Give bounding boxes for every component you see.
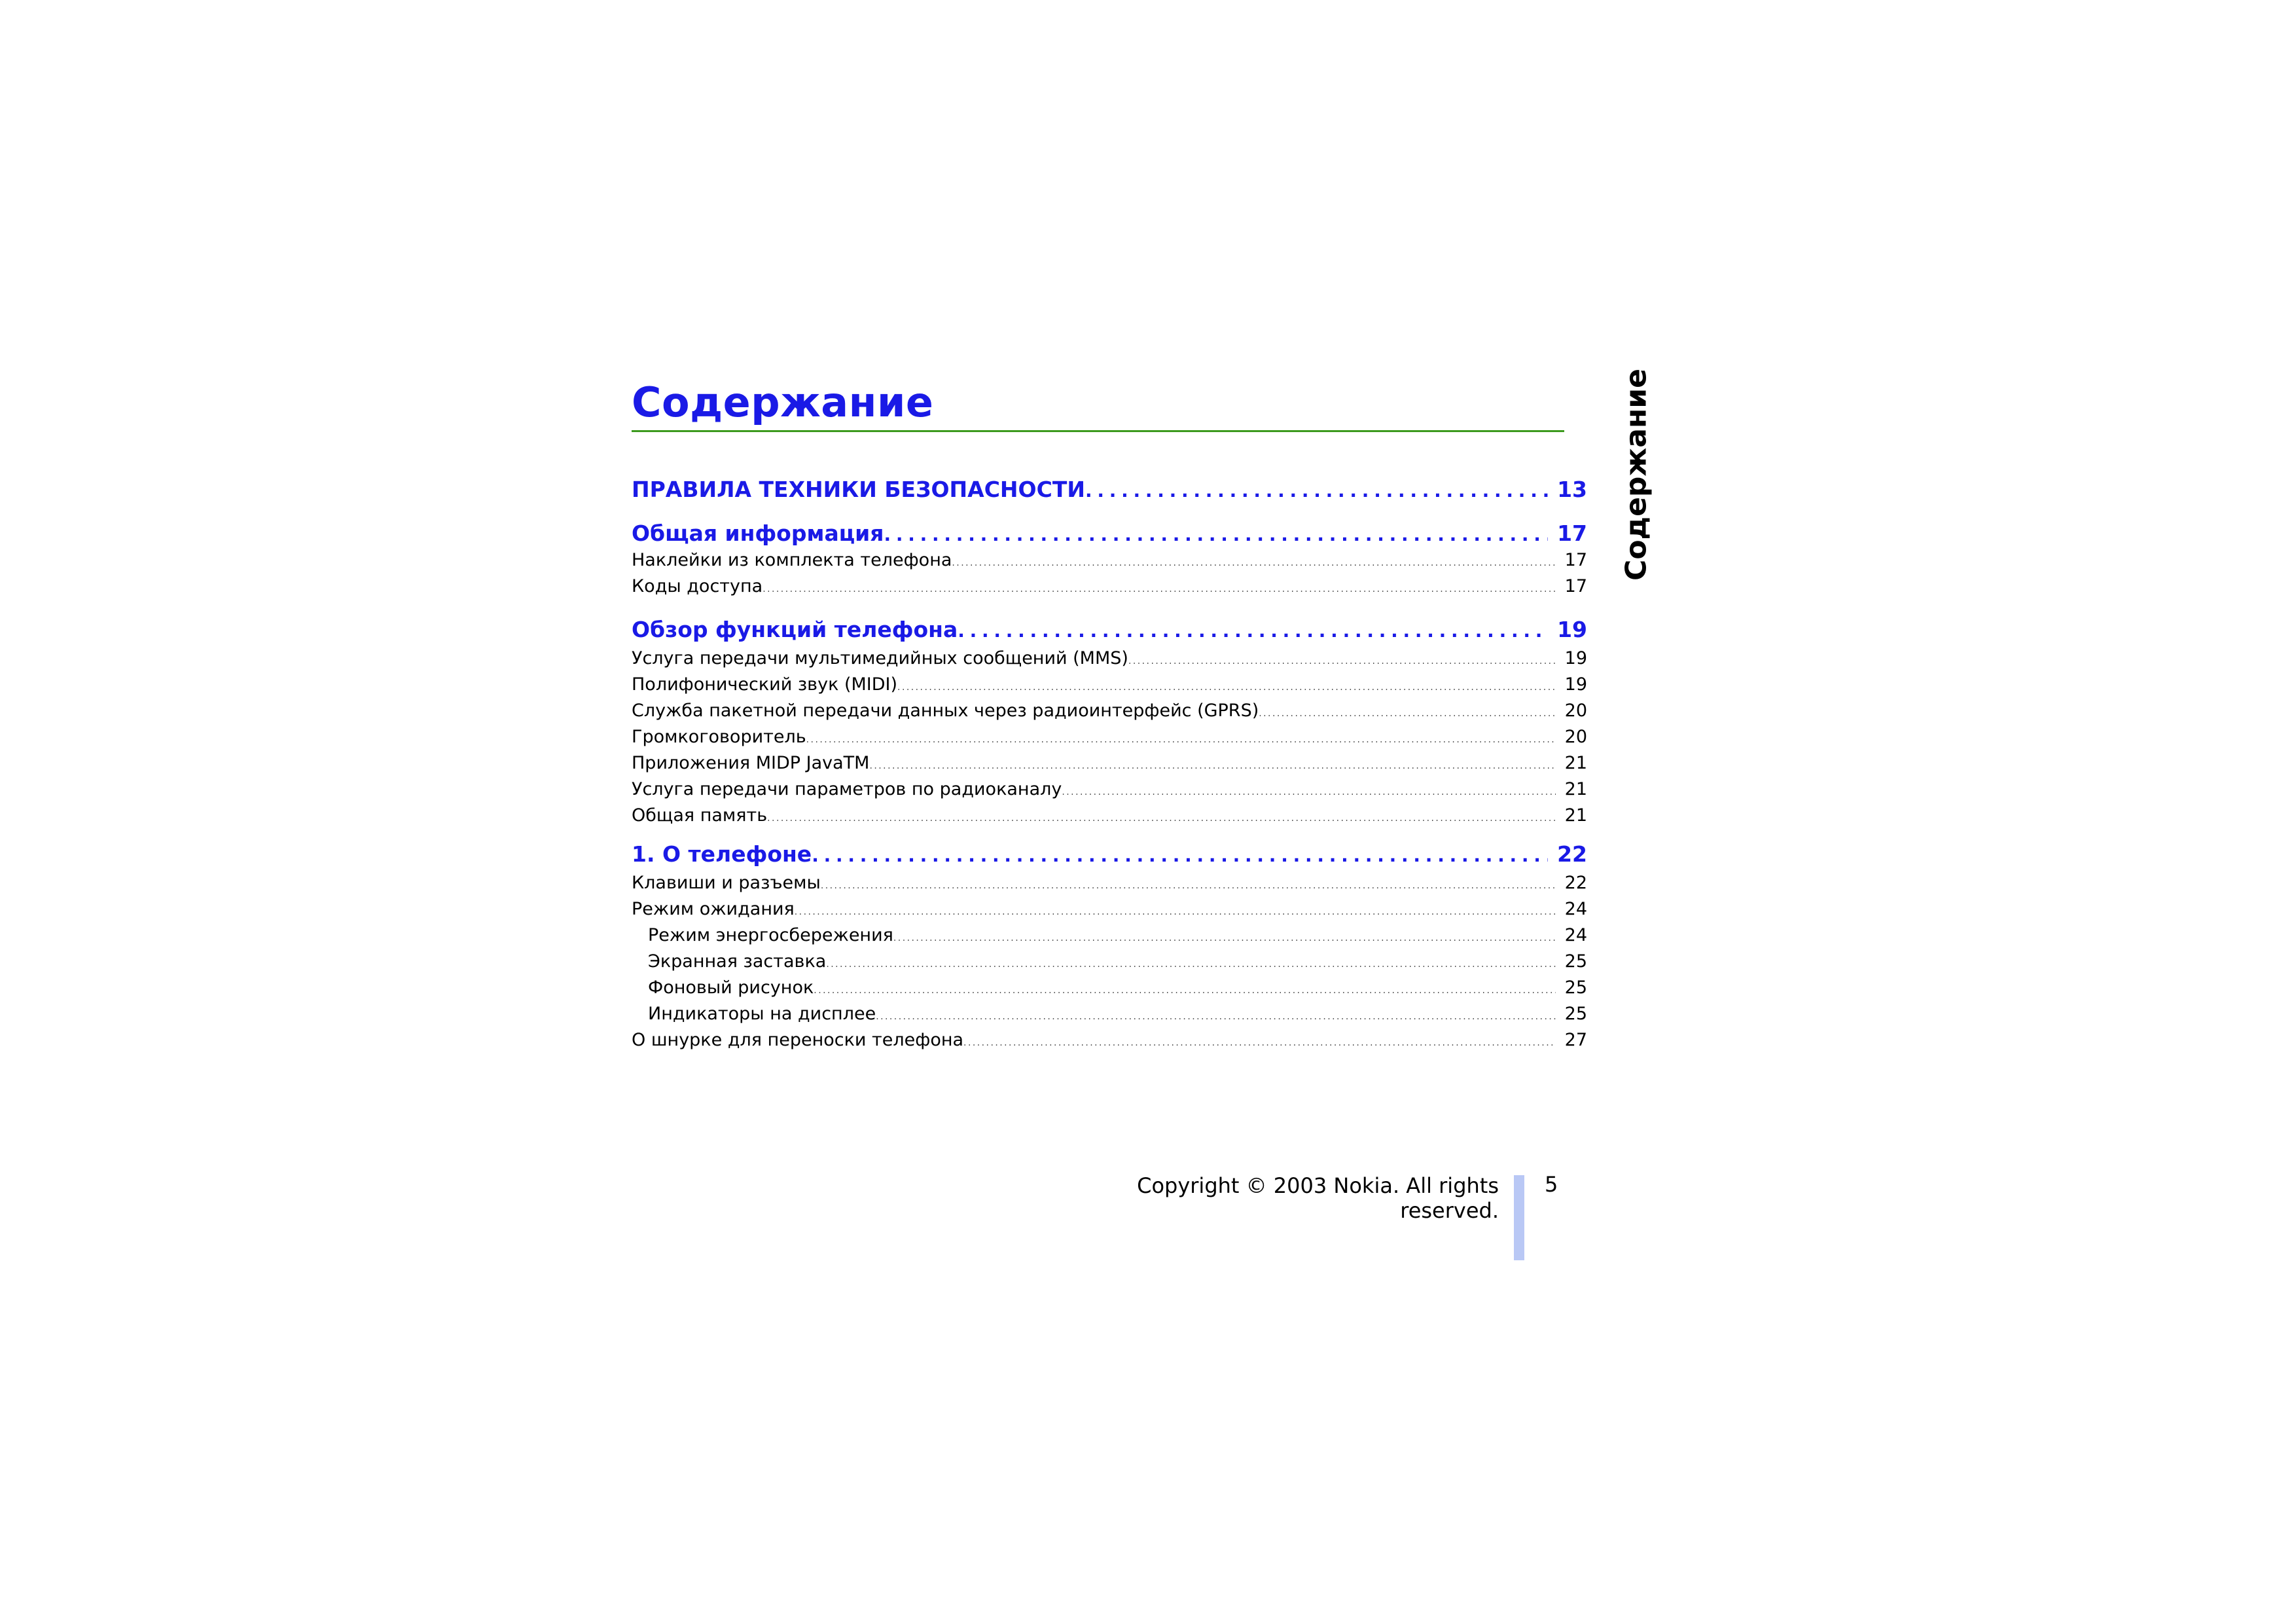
- toc-entry[interactable]: [632, 899, 1587, 919]
- toc-entry[interactable]: [632, 648, 1587, 668]
- toc-entry-text: Экранная заставка: [648, 951, 827, 972]
- toc-entry-text: Фоновый рисунок: [648, 977, 814, 998]
- toc-entry[interactable]: [632, 779, 1587, 799]
- toc-entry[interactable]: [632, 550, 1587, 570]
- dot-leader: [767, 813, 1555, 824]
- page-title: Содержание: [632, 378, 934, 426]
- toc-entry-page: 27: [1564, 1030, 1587, 1050]
- dot-leader: [1259, 708, 1555, 719]
- toc-entry-page: 20: [1564, 727, 1587, 747]
- toc-subentry[interactable]: [632, 951, 1587, 972]
- toc-entry-text: Режим ожидания: [632, 899, 795, 919]
- dot-leader: [821, 881, 1556, 891]
- toc-entry[interactable]: [632, 674, 1587, 695]
- toc-entry[interactable]: [632, 727, 1587, 747]
- toc-entry-text: Коды доступа: [632, 576, 763, 596]
- toc-entry[interactable]: [632, 753, 1587, 773]
- toc-entry[interactable]: [632, 701, 1587, 721]
- toc-section[interactable]: [632, 617, 1587, 642]
- toc-entry-page: 17: [1564, 550, 1587, 570]
- toc-entry[interactable]: [632, 1030, 1587, 1050]
- toc-entry-page: 13: [1557, 477, 1587, 502]
- toc-entry[interactable]: [632, 805, 1587, 826]
- dot-leader: [958, 620, 1548, 642]
- toc-entry-page: 21: [1564, 779, 1587, 799]
- toc-entry-page: 17: [1557, 520, 1587, 546]
- toc-entry-page: 17: [1564, 576, 1587, 596]
- toc-entry-page: 25: [1564, 1004, 1587, 1024]
- toc-entry-text: О шнурке для переноски телефона: [632, 1030, 964, 1050]
- toc-entry-page: 24: [1564, 925, 1587, 945]
- toc-entry-page: 25: [1564, 977, 1587, 998]
- toc-entry-text: Громкоговоритель: [632, 727, 806, 747]
- toc-entry-page: 21: [1564, 753, 1587, 773]
- toc-entry-text: Служба пакетной передачи данных через радиоинтерфейс (GPRS): [632, 701, 1259, 721]
- toc-entry-text: Услуга передачи параметров по радиоканалу: [632, 779, 1062, 799]
- dot-leader: [795, 907, 1556, 917]
- toc-subentry[interactable]: [632, 977, 1587, 998]
- toc-section[interactable]: [632, 841, 1587, 867]
- dot-leader: [952, 558, 1555, 568]
- page-marker-bar: [1514, 1175, 1524, 1260]
- toc-entry-page: 19: [1557, 617, 1587, 642]
- toc-entry-page: 21: [1564, 805, 1587, 826]
- toc-entry-text: 1. О телефоне: [632, 841, 812, 867]
- copyright-notice: Copyright © 2003 Nokia. All rights reserved.: [1137, 1173, 1499, 1223]
- dot-leader: [1062, 787, 1555, 797]
- dot-leader: [893, 933, 1556, 943]
- toc-entry-page: 22: [1557, 841, 1587, 867]
- toc-entry-text: Общая информация: [632, 520, 884, 546]
- toc-subentry[interactable]: [632, 925, 1587, 945]
- toc-entry-page: 22: [1564, 873, 1587, 893]
- title-rule: [632, 430, 1564, 432]
- toc-entry-text: Наклейки из комплекта телефона: [632, 550, 952, 570]
- toc-entry-text: Индикаторы на дисплее: [648, 1004, 876, 1024]
- side-tab-label: Содержание: [1619, 369, 1653, 581]
- dot-leader: [1128, 656, 1556, 666]
- toc-subentry[interactable]: [632, 1004, 1587, 1024]
- dot-leader: [806, 735, 1556, 745]
- toc-entry[interactable]: [632, 873, 1587, 893]
- toc-section[interactable]: [632, 477, 1587, 502]
- dot-leader: [826, 959, 1555, 970]
- side-tab: [1613, 369, 1659, 581]
- toc-entry[interactable]: [632, 576, 1587, 596]
- dot-leader: [869, 761, 1555, 771]
- toc-entry-text: Клавиши и разъемы: [632, 873, 821, 893]
- toc-entry-text: Приложения MIDP JavaTM: [632, 753, 870, 773]
- dot-leader: [1085, 480, 1548, 501]
- dot-leader: [963, 1038, 1556, 1048]
- dot-leader: [884, 524, 1549, 545]
- toc-entry-text: Обзор функций телефона: [632, 617, 958, 642]
- toc-entry-text: Полифонический звук (MIDI): [632, 674, 898, 695]
- toc-entry-text: Общая память: [632, 805, 768, 826]
- toc-entry-page: 24: [1564, 899, 1587, 919]
- toc-entry-page: 25: [1564, 951, 1587, 972]
- dot-leader: [876, 1012, 1555, 1022]
- toc-entry-text: Услуга передачи мультимедийных сообщений (MMS): [632, 648, 1128, 668]
- dot-leader: [812, 845, 1548, 866]
- toc-entry-page: 19: [1564, 674, 1587, 695]
- toc-entry-page: 19: [1564, 648, 1587, 668]
- dot-leader: [762, 584, 1555, 594]
- dot-leader: [814, 985, 1555, 996]
- toc-entry-text: Режим энергосбережения: [648, 925, 893, 945]
- page-number: 5: [1545, 1172, 1558, 1197]
- toc-section[interactable]: [632, 520, 1587, 546]
- dot-leader: [897, 682, 1556, 693]
- toc-entry-page: 20: [1564, 701, 1587, 721]
- toc-entry-text: ПРАВИЛА ТЕХНИКИ БЕЗОПАСНОСТИ: [632, 477, 1085, 502]
